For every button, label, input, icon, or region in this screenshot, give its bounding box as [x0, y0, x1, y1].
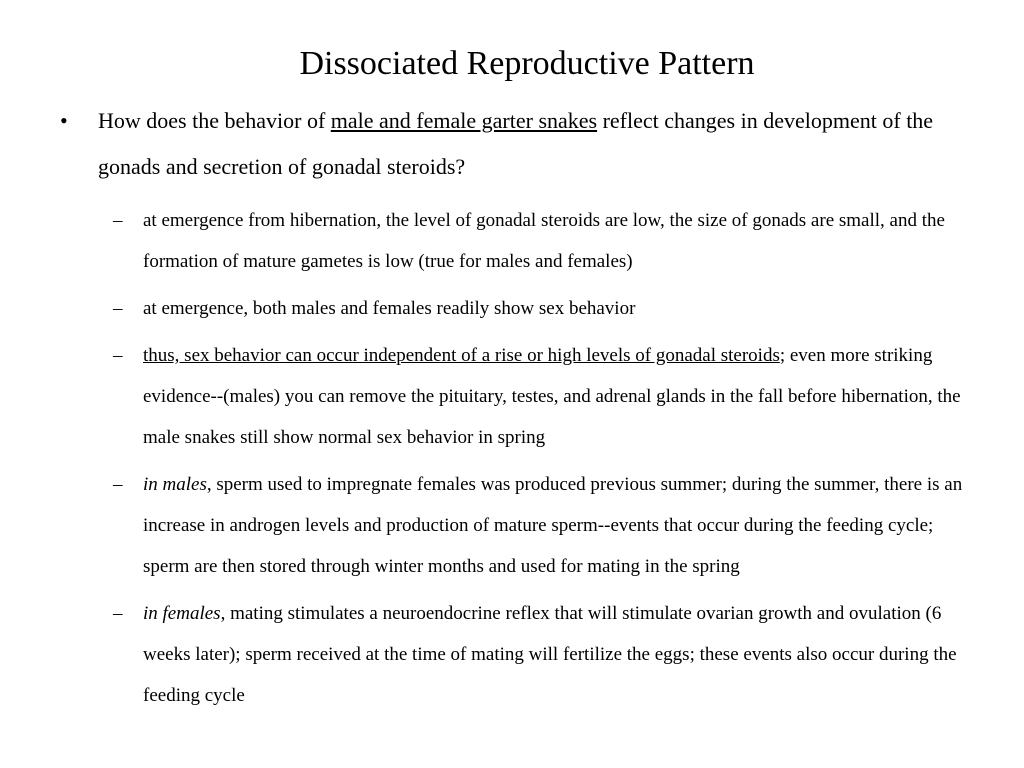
sub-item-text: at emergence from hibernation, the level of gonadal steroids are low, the size of gonads are small, and the formation of mature gametes is low (true for males and females): [143, 210, 945, 272]
dash-marker: –: [113, 474, 123, 495]
sub-item-males: [60, 464, 970, 587]
bullet-marker-icon: •: [60, 108, 68, 133]
sub-item-underlined-phrase: thus, sex behavior can occur independent of a rise or high levels of gonadal steroids: [143, 345, 780, 366]
sub-item-text: at emergence, both males and females readily show sex behavior: [143, 298, 636, 319]
bullet-text-before: How does the behavior of: [98, 108, 331, 133]
dash-marker: –: [113, 345, 123, 366]
slide-title: Dissociated Reproductive Pattern: [299, 45, 755, 82]
sub-item-italic-lead: in females: [143, 603, 221, 624]
bullet-text-after: reflect changes in development of the gonads and secretion of gonadal steroids?: [98, 108, 934, 179]
sub-list: [60, 200, 970, 716]
main-bullet: [60, 98, 970, 190]
dash-marker: –: [113, 210, 123, 231]
sub-item-emergence-behavior: [60, 288, 970, 329]
sub-item-emergence-levels: [60, 200, 970, 282]
sub-item-text: ; even more striking evidence--(males) you can remove the pituitary, testes, and adrenal glands in the fall before hibernation, the male snakes still show normal sex behavior in spring: [143, 345, 961, 448]
dash-marker: –: [113, 298, 123, 319]
sub-item-independence: [60, 335, 970, 458]
sub-item-text: , mating stimulates a neuroendocrine reflex that will stimulate ovarian growth and ovulation (6 weeks later); sperm received at the time of mating will fertilize the eggs; these events also occur during the feeding cycle: [143, 603, 957, 706]
sub-item-text: , sperm used to impregnate females was produced previous summer; during the summer, there is an increase in androgen levels and production of mature sperm--events that occur during the feeding cycle; sperm are then stored through winter months and used for mating in the spring: [143, 474, 963, 577]
bullet-underlined-phrase: male and female garter snakes: [330, 108, 598, 133]
dash-marker: –: [113, 603, 123, 624]
sub-item-females: [60, 593, 970, 716]
content-body: [60, 98, 970, 722]
sub-item-italic-lead: in males: [143, 474, 207, 495]
